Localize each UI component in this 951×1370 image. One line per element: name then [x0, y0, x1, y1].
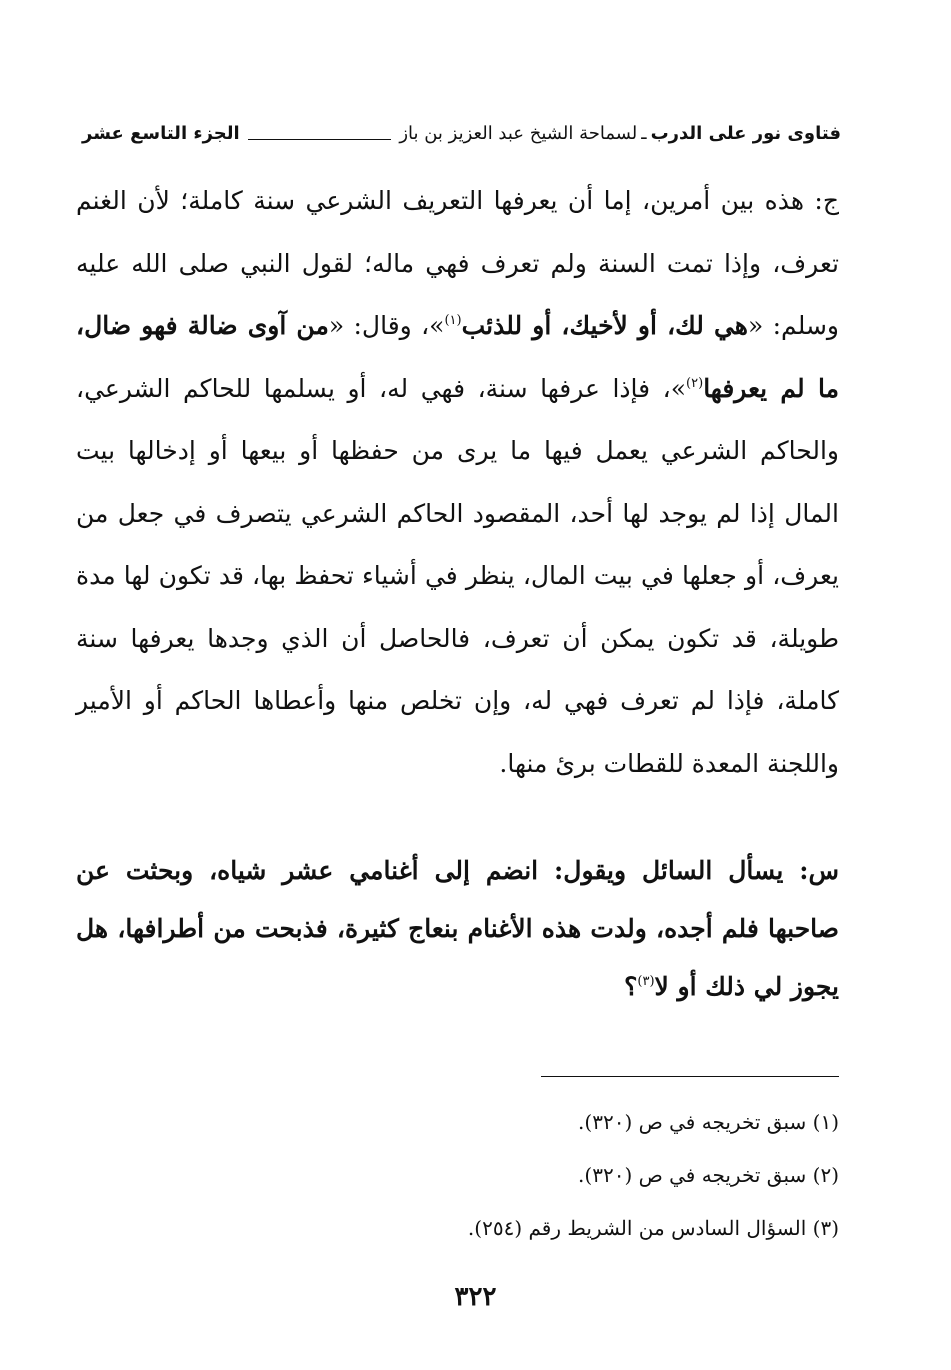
- question-mark: ؟: [624, 972, 638, 1001]
- question-text: س: يسأل السائل ويقول: انضم إلى أغنامي عشر شياه، وبحثت عن صاحبها فلم أجده، ولدت هذه الأغنام بنعاج كثيرة، فذبحت من أطرافها، هل يجوز لي ذلك أو لا: [76, 856, 839, 1001]
- answer-text-2: »، وقال: «: [328, 311, 445, 340]
- header-separator: ـ: [641, 122, 647, 144]
- author-name: لسماحة الشيخ عبد العزيز بن باز: [399, 122, 638, 144]
- hadith-quote-1: هي لك، أو لأخيك، أو للذئب: [461, 311, 748, 340]
- footnotes: [76, 1096, 839, 1255]
- footnote-3: (٣) السؤال السادس من الشريط رقم (٢٥٤).: [467, 1216, 839, 1240]
- volume-part: الجزء التاسع عشر: [82, 122, 240, 144]
- footnote-rule: [541, 1076, 839, 1077]
- footnote-2: (٢) سبق تخريجه في ص (٣٢٠).: [578, 1163, 839, 1187]
- answer-text-3: »، فإذا عرفها سنة، فهي له، أو يسلمها للحاكم الشرعي، والحاكم الشرعي يعمل فيها ما يرى من حفظها أو بيعها أو إدخالها بيت المال إذا لم يوجد لها أحد، المقصود الحاكم الشرعي يتصرف في جعل من يعرف، أو جعلها في بيت المال، ينظر في أشياء تحفظ بها، قد تكون لها مدة طويلة، قد تكون يمكن أن تعرف، فالحاصل أن الذي وجدها يعرفها سنة كاملة، فإذا لم تعرف فهي له، وإن تخلص منها وأعطاها الحاكم أو الأمير واللجنة المعدة للقطات برئ منها.: [76, 373, 839, 778]
- running-header: [82, 112, 841, 154]
- answer-paragraph: [76, 170, 839, 795]
- hadith-quote-2: من آوى ضالة فهو ضال، ما لم يعرفها: [76, 311, 839, 403]
- footnote-ref-3: (٣): [637, 974, 655, 989]
- book-title: فتاوى نور على الدرب: [650, 122, 841, 144]
- footnote-1: (١) سبق تخريجه في ص (٣٢٠).: [578, 1110, 839, 1134]
- footnote-ref-1: (١): [444, 313, 462, 328]
- answer-text-1: ج: هذه بين أمرين، إما أن يعرفها التعريف الشرعي سنة كاملة؛ لأن الغنم تعرف، وإذا تمت السنة ولم تعرف فهي ماله؛ لقول النبي صلى الله عليه وسلم: «: [76, 186, 839, 340]
- header-rule: [248, 139, 392, 140]
- page-number: ٣٢٢: [454, 1282, 497, 1312]
- footnote-ref-2: (٢): [686, 375, 704, 391]
- question-paragraph: [76, 842, 839, 1016]
